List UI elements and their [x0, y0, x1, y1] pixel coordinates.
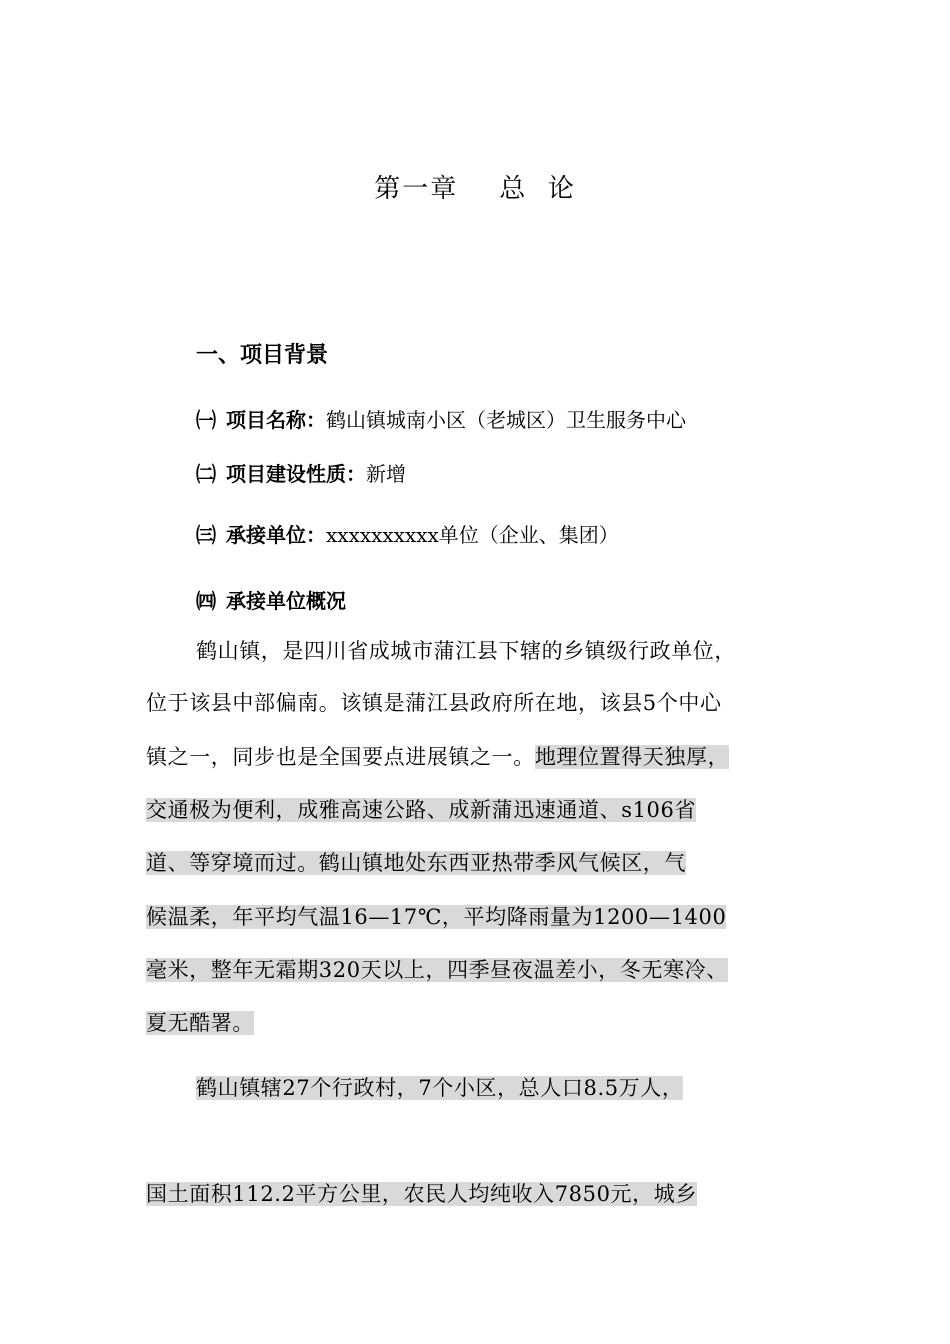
text-highlighted: 地理位置得天独厚，: [534, 745, 730, 769]
text-highlighted: 国土面积112.2平方公里，农民人均纯收入7850元，城乡: [146, 1182, 697, 1206]
item-label: 项目名称：: [226, 408, 326, 432]
item-label: 承接单位：: [226, 523, 326, 547]
text-highlighted: 夏无酷署。: [146, 1011, 254, 1035]
paragraph-line: [146, 1179, 697, 1209]
item-value: xxxxxxxxxx单位（企业、集团）: [326, 523, 619, 547]
paragraph-line: [146, 795, 696, 825]
text-highlighted: 道、等穿境而过。鹤山镇地处东西亚热带季风气候区，气: [146, 851, 686, 875]
text-highlighted: 候温柔，年平均气温16—17℃，平均降雨量为1200—1400: [146, 905, 727, 929]
text-highlighted: 交通极为便利，成雅高速公路、成新蒲迅速通道、s106省: [146, 798, 697, 822]
item-number: ㈡: [196, 462, 216, 486]
text-highlighted: 毫米，整年无霜期320天以上，四季昼夜温差小，冬无寒冷、: [146, 958, 728, 982]
item-label: 承接单位概况: [226, 589, 346, 613]
item-value: 新增: [366, 462, 406, 486]
item-number: ㈠: [196, 408, 216, 432]
text-plain: 镇之一，同步也是全国要点进展镇之一。: [146, 745, 535, 769]
paragraph-line: [146, 742, 729, 772]
paragraph-line: [146, 955, 728, 985]
paragraph-line: [196, 1073, 683, 1103]
item-number: ㈣: [196, 589, 216, 613]
item-value: 鹤山镇城南小区（老城区）卫生服务中心: [326, 408, 686, 432]
item-number: ㈢: [196, 523, 216, 547]
item-label: 项目建设性质：: [226, 462, 366, 486]
paragraph-line: [146, 902, 726, 932]
item-project-name: [196, 404, 686, 433]
item-unit-overview: [196, 585, 346, 614]
section-heading: 一、项目背景: [196, 343, 329, 368]
text-highlighted: 鹤山镇辖27个行政村，7个小区，总人口8.5万人，: [196, 1076, 684, 1100]
paragraph-line: [146, 848, 686, 878]
item-undertaking-unit: [196, 519, 619, 548]
paragraph-line: 鹤山镇，是四川省成城市蒲江县下辖的乡镇级行政单位，: [196, 639, 736, 663]
chapter-title: 第一章 总 论: [374, 174, 576, 204]
item-project-nature: [196, 458, 406, 487]
paragraph-line: [146, 1008, 254, 1038]
paragraph-line: 位于该县中部偏南。该镇是蒲江县政府所在地，该县5个中心: [146, 691, 722, 715]
